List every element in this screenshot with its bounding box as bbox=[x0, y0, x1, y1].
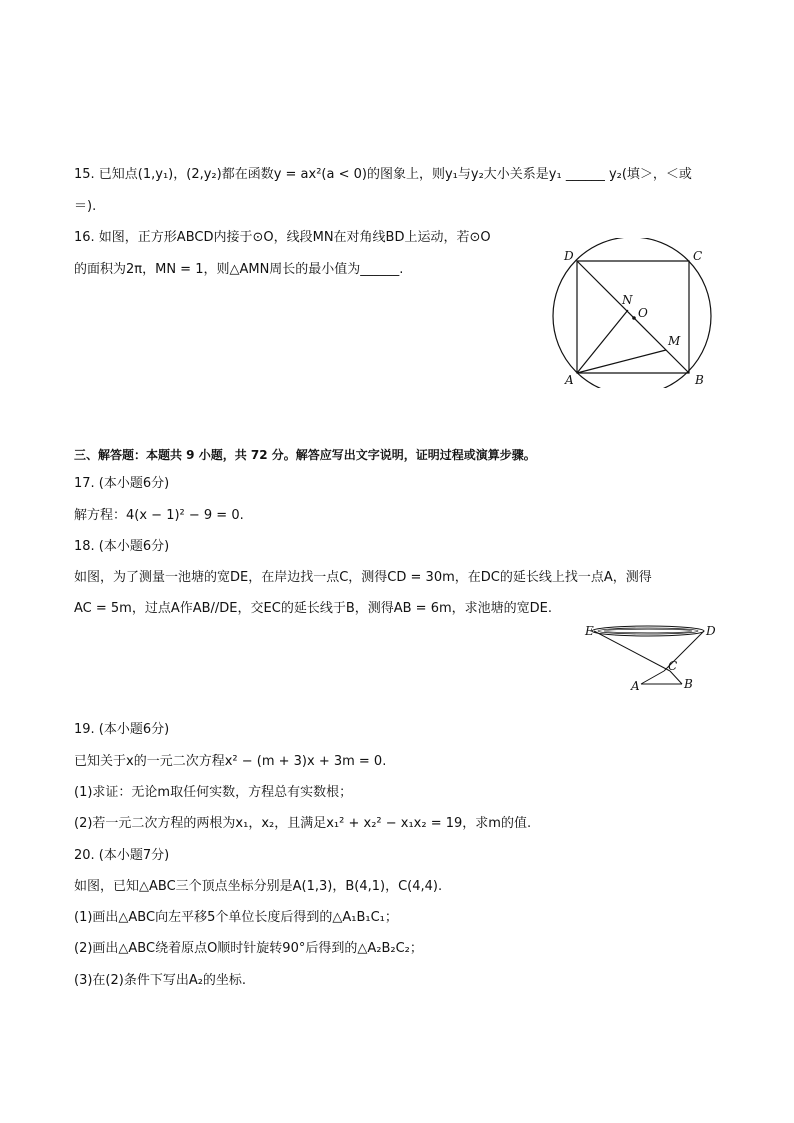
label-c: C bbox=[668, 659, 678, 673]
q16-line2: 的面积为2π，MN = 1，则△AMN周长的最小值为______. bbox=[74, 262, 404, 277]
label-a: A bbox=[565, 373, 574, 387]
q20-line4: (3)在(2)条件下写出A₂的坐标. bbox=[74, 973, 247, 988]
q20-line3: (2)画出△ABC绕着原点O顺时针旋转90°后得到的△A₂B₂C₂； bbox=[74, 941, 423, 956]
q15-line2: ＝). bbox=[74, 199, 97, 214]
pond-outer bbox=[592, 626, 704, 636]
figure-q16-square-in-circle bbox=[548, 238, 728, 388]
label-m: M bbox=[668, 334, 681, 348]
segment-ec bbox=[594, 631, 670, 671]
q18-header: 18. (本小题6分) bbox=[74, 539, 170, 554]
label-n: N bbox=[622, 293, 633, 307]
section-heading: 三、解答题：本题共 9 小题，共 72 分。解答应写出文字说明，证明过程或演算步骤。 bbox=[74, 448, 536, 462]
q20-line1: 如图，已知△ABC三个顶点坐标分别是A(1,3)，B(4,1)，C(4,4). bbox=[74, 879, 443, 894]
q20-line2: (1)画出△ABC向左平移5个单位长度后得到的△A₁B₁C₁； bbox=[74, 910, 398, 925]
figure-q18-pond bbox=[582, 618, 722, 698]
q19-line2: (1)求证：无论m取任何实数，方程总有实数根； bbox=[74, 785, 353, 800]
q20-header: 20. (本小题7分) bbox=[74, 848, 170, 863]
label-b: B bbox=[684, 677, 693, 691]
q18-line2: AC = 5m，过点A作AB//DE，交EC的延长线于B，测得AB = 6m，求池塘的宽DE. bbox=[74, 601, 552, 616]
q18-line1: 如图，为了测量一池塘的宽DE，在岸边找一点C，测得CD = 30m，在DC的延长线上找一点A，测得 bbox=[74, 570, 652, 585]
segment-an bbox=[577, 310, 628, 373]
label-d: D bbox=[564, 249, 574, 263]
label-d: D bbox=[706, 624, 716, 638]
segment-am bbox=[577, 350, 666, 373]
segment-ca bbox=[641, 671, 664, 684]
q19-header: 19. (本小题6分) bbox=[74, 722, 170, 737]
label-o: O bbox=[638, 306, 648, 320]
q16-line1: 16. 如图，正方形ABCD内接于⊙O，线段MN在对角线BD上运动，若⊙O bbox=[74, 230, 491, 245]
q15-line1: 15. 已知点(1,y₁)，(2,y₂)都在函数y = ax²(a < 0)的图象上，则y₁与y₂大小关系是y₁ ______ y₂(填＞，＜或 bbox=[74, 167, 692, 182]
center-point-o bbox=[632, 316, 636, 320]
pond-inner-2 bbox=[604, 629, 692, 633]
q17-body: 解方程：4(x − 1)² − 9 = 0. bbox=[74, 508, 244, 523]
label-b: B bbox=[695, 373, 704, 387]
label-c: C bbox=[693, 249, 703, 263]
q19-line1: 已知关于x的一元二次方程x² − (m + 3)x + 3m = 0. bbox=[74, 754, 387, 769]
q19-line3: (2)若一元二次方程的两根为x₁，x₂，且满足x₁² + x₂² − x₁x₂ = 19，求m的值. bbox=[74, 816, 532, 831]
label-e: E bbox=[585, 624, 594, 638]
q17-header: 17. (本小题6分) bbox=[74, 476, 170, 491]
label-a: A bbox=[631, 679, 640, 693]
